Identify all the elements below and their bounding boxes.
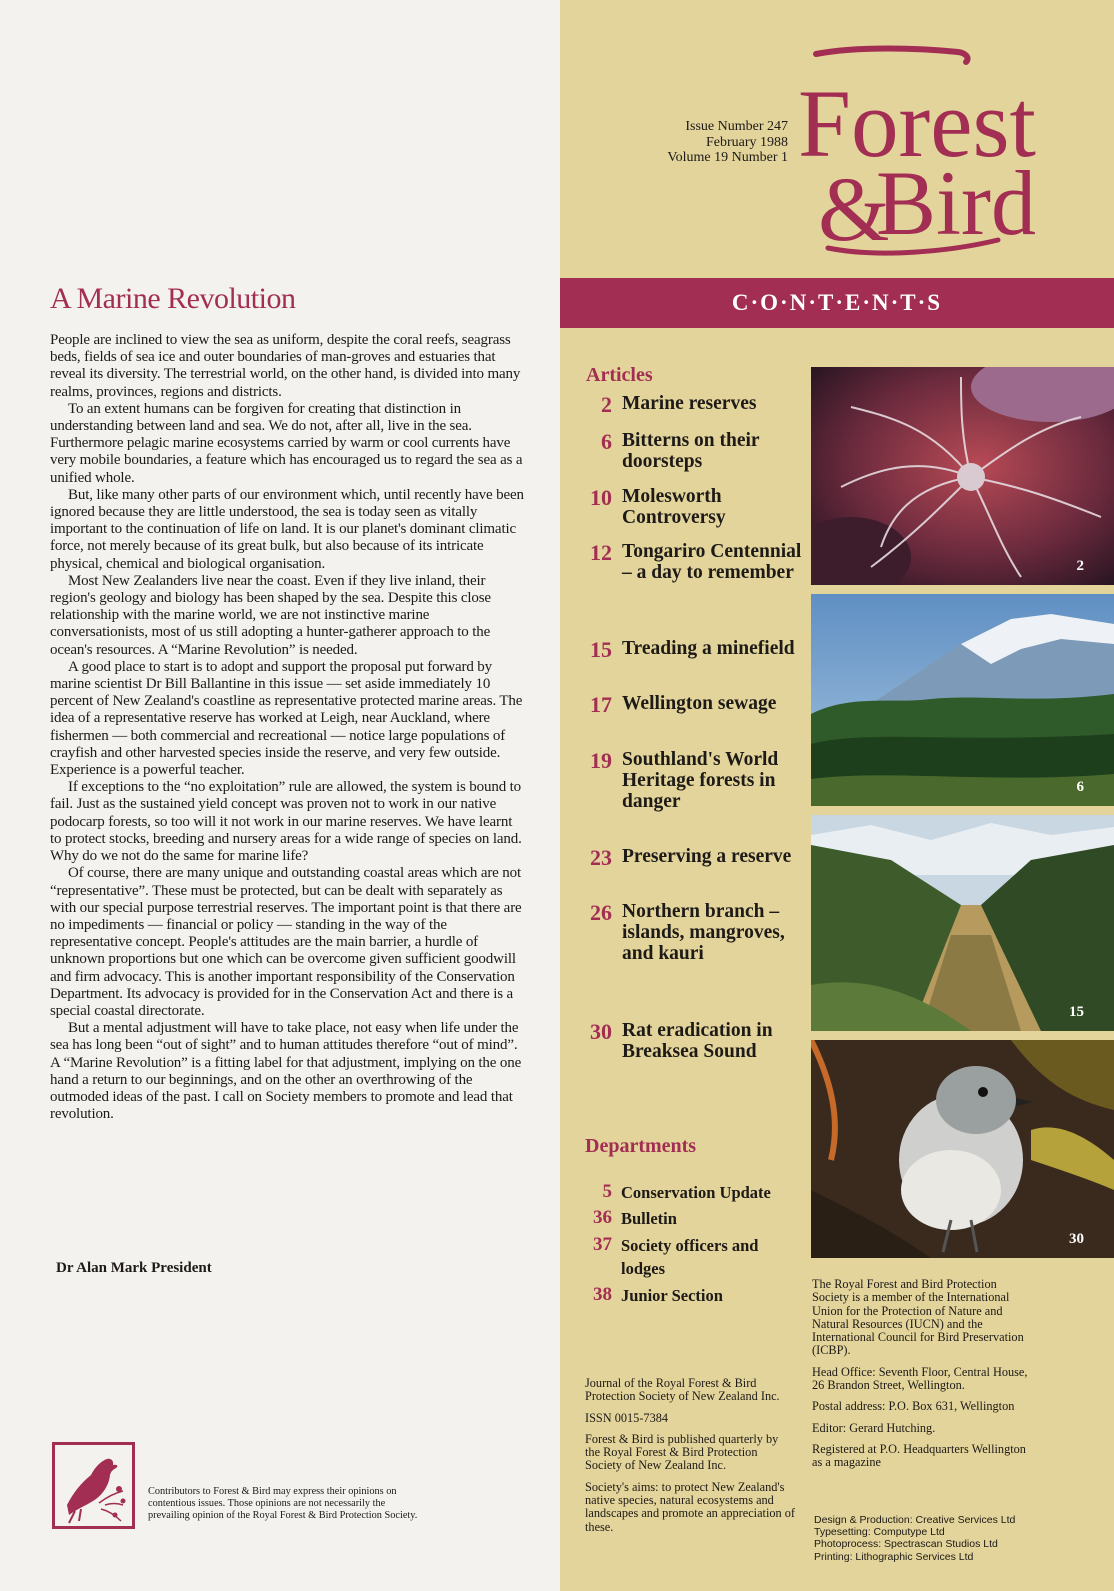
editorial-paragraph: People are inclined to view the sea as uniform, despite the coral reefs, seagrass beds, fields of sea ice and outer boundaries of man-groves and estuaries that reveal its diversity. The terrestrial world, on the other hand, is divided into many realms, provinces, regions and districts.	[50, 332, 521, 400]
editorial-signature: Dr Alan Mark President	[56, 1260, 212, 1276]
article-title: Molesworth Controversy	[622, 486, 726, 528]
contents-label: C·O·N·T·E·N·T·S	[731, 290, 943, 315]
society-bird-logo-icon	[52, 1442, 135, 1529]
article-page-number: 26	[590, 900, 612, 925]
photo-mountain-forest[interactable]	[811, 594, 1114, 806]
article-page-number: 30	[590, 1019, 612, 1044]
photo-page-label: 15	[1069, 1004, 1084, 1020]
photo-page-label: 2	[1076, 558, 1084, 574]
society-info-line: Postal address: P.O. Box 631, Wellington	[812, 1399, 1015, 1414]
editorial-body	[50, 332, 524, 1123]
journal-info-line: Forest & Bird is published quarterly by the Royal Forest & Bird Protection Society of New Zealand Inc.	[585, 1431, 779, 1473]
article-page-number: 6	[601, 429, 612, 454]
credit-line: Typesetting: Computype Ltd	[814, 1526, 945, 1539]
masthead-ampersand: &	[818, 158, 890, 256]
departments-heading: Departments	[585, 1135, 697, 1157]
articles-heading: Articles	[586, 364, 653, 386]
production-credits	[814, 1514, 1104, 1563]
editorial-paragraph: Most New Zealanders live near the coast. Even if they live inland, their region's geology and biology has been shaped by the sea. Despite this close relationship with the marine world, we are not instinctive marine conversationists, most of us still adopting a hunter-gatherer approach to the ocean's resources. A “Marine Revolution” is needed.	[50, 572, 491, 658]
issue-info	[600, 119, 788, 166]
department-title: Society officers and lodges	[621, 1236, 759, 1278]
society-info-line: Registered at P.O. Headquarters Wellington as a magazine	[812, 1441, 1026, 1470]
article-title: Treading a minefield	[622, 638, 795, 659]
forest-and-bird-masthead	[798, 44, 1048, 256]
article-page-number: 17	[590, 692, 612, 717]
credit-line: Printing: Lithographic Services Ltd	[814, 1550, 974, 1563]
masthead-word-forest: Forest	[798, 70, 1037, 177]
society-info	[812, 1278, 1032, 1478]
editorial-paragraph: If exceptions to the “no exploitation” rule are allowed, the system is bound to fail. Just as the sustained yield concept was proven not to work in our native podocarp forests, so too will it not work in our marine reserves. We have learnt to protect stocks, breeding and nursery areas for a wide range of species on land. Why do we not do the same for marine life?	[50, 779, 522, 865]
journal-info-line: ISSN 0015-7384	[585, 1410, 669, 1425]
credit-line: Photoprocess: Spectrascan Studios Ltd	[814, 1538, 998, 1551]
journal-info-line: Society's aims: to protect New Zealand's native species, natural ecosystems and landscapes and promote an appreciation of these.	[585, 1479, 795, 1534]
disclaimer-text: Contributors to Forest & Bird may express their opinions on contentious issues. Those opinions are not necessarily the prevailing opinion of the Royal Forest & Bird Protection Society.	[148, 1486, 418, 1521]
photo-robin-bird[interactable]	[811, 1040, 1114, 1258]
article-title: Bitterns on their doorsteps	[622, 430, 760, 472]
article-page-number: 10	[590, 485, 612, 510]
article-title: Preserving a reserve	[622, 846, 792, 867]
editorial-paragraph: Of course, there are many unique and outstanding coastal areas which are not “representative”. These must be protected, but can be dealt with separately as with our special purpose terrestrial reserves. The important point is that there are no impediments — financial or policy — standing in the way of the representative concept. People's attitudes are the main barrier, a hurdle of unknown proportions but one which can be overcome given sufficient goodwill and firm advocacy. This is another important responsibility of the Conservation Department. Its advocacy is provided for in the Conservation Act and there is a special coastal directorate.	[50, 865, 522, 1019]
issue-date: February 1988	[705, 134, 788, 150]
photo-page-label: 30	[1069, 1231, 1084, 1247]
article-title: Northern branch – islands, mangroves, and kauri	[622, 901, 785, 964]
department-page-number: 36	[593, 1207, 612, 1228]
department-page-number: 37	[593, 1234, 612, 1255]
photo-page-label: 6	[1076, 779, 1084, 795]
article-title: Wellington sewage	[622, 693, 777, 714]
article-page-number: 2	[601, 392, 612, 417]
article-page-number: 12	[590, 540, 612, 565]
editorial-paragraph: To an extent humans can be forgiven for creating that distinction in understanding between land and sea. We do not, after all, live in the sea. Furthermore pelagic marine ecosystems carried by warm or cool currents have very mobile boundaries, a feature which has encouraged us to regard the sea as a unified whole.	[50, 400, 523, 486]
article-title: Tongariro Centennial – a day to remember	[622, 541, 802, 583]
article-title: Marine reserves	[622, 393, 757, 414]
article-page-number: 15	[590, 637, 612, 662]
article-title: Rat eradication in Breaksea Sound	[622, 1020, 773, 1062]
editorial-paragraph: A good place to start is to adopt and support the proposal put forward by marine scientist Dr Bill Ballantine in this issue — set aside immediately 10 percent of New Zealand's coastline as representative protected marine areas. The idea of a representative reserve has worked at Leigh, near Auckland, where fishermen — both commercial and recreational — notice large populations of crayfish and other harvested species inside the reserve, and very few outside. Experience is a powerful teacher.	[50, 658, 523, 779]
department-title: Junior Section	[621, 1286, 723, 1305]
article-page-number: 19	[590, 748, 612, 773]
editorial-title: A Marine Revolution	[50, 282, 296, 315]
society-info-line: Head Office: Seventh Floor, Central House, 26 Brandon Street, Wellington.	[812, 1364, 1028, 1393]
credit-line: Design & Production: Creative Services Ltd	[814, 1514, 1016, 1526]
article-title: Southland's World Heritage forests in danger	[622, 749, 779, 812]
department-page-number: 5	[602, 1181, 612, 1202]
article-page-number: 23	[590, 845, 612, 870]
photo-feather-star[interactable]	[811, 367, 1114, 585]
masthead-word-bird: Bird	[876, 152, 1036, 254]
department-page-number: 38	[593, 1284, 612, 1305]
society-info-line: The Royal Forest and Bird Protection Society is a member of the International Union for the Protection of Nature and Natural Resources (IUCN) and the International Council for Bird Preservation (ICBP).	[812, 1277, 1024, 1358]
issue-volume: Volume 19 Number 1	[667, 150, 788, 165]
editorial-paragraph: But a mental adjustment will have to take place, not easy when life under the sea has long been “out of sight” and to human attitudes therefore “out of mind”. A “Marine Revolution” is a fitting label for that adjustment, implying on the one hand a return to our beginnings, and on the other an overthrowing of the outmoded ideas of the past. I call on Society members to promote and lead that revolution.	[50, 1020, 522, 1123]
journal-info	[585, 1377, 795, 1542]
editorial-paragraph: But, like many other parts of our environment which, until recently have been ignored because they are little understood, the sea is today seen as vitally important to the continuation of life on land. It is our planet's dominant climatic force, not merely because of its great bulk, but also because of its intricate physical, chemical and biological organisation.	[50, 486, 524, 572]
contents-banner	[560, 278, 1114, 328]
journal-info-line: Journal of the Royal Forest & Bird Protection Society of New Zealand Inc.	[585, 1376, 780, 1404]
issue-number: Issue Number 247	[685, 119, 788, 134]
department-title: Conservation Update	[621, 1183, 771, 1202]
department-title: Bulletin	[621, 1209, 677, 1228]
photo-valley[interactable]	[811, 815, 1114, 1031]
society-info-line: Editor: Gerard Hutching.	[812, 1420, 936, 1435]
